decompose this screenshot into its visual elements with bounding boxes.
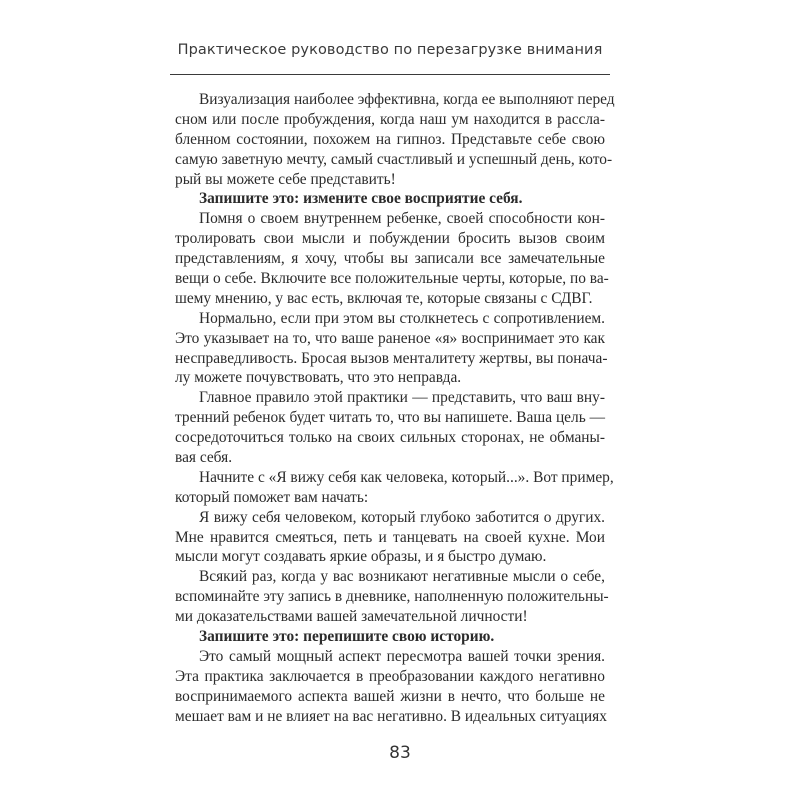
text-line: самую заветную мечту, самый счастливый и успешный день, кото- (175, 150, 613, 168)
text-line: воспринимаемого аспекта вашей жизни в нечто, что больше не (175, 687, 605, 705)
paragraph (175, 309, 608, 389)
text-line: Начните с «Я вижу себя как человека, который...». Вот пример, (199, 468, 614, 486)
text-line: рый вы можете себе представить! (175, 170, 396, 188)
text-line: сосредоточиться только на своих сильных сторонах, не обманы- (175, 429, 605, 447)
section-heading (175, 627, 605, 647)
header-rule (170, 74, 610, 75)
text-line: мысли могут создавать яркие образы, и я быстро думаю. (175, 548, 547, 566)
text-line: Нормально, если при этом вы столкнетесь с сопротивлением. (199, 309, 605, 327)
paragraph (175, 388, 605, 468)
text-line: представлениям, я хочу, чтобы вы записали все замечательные (175, 250, 605, 268)
paragraph (175, 468, 614, 508)
text-line: мешает вам и не влияет на вас негативно. В идеальных ситуациях (175, 707, 607, 725)
body-text (175, 90, 615, 727)
text-line: вая себя. (175, 449, 233, 467)
page-number: 83 (389, 743, 411, 763)
text-line: который поможет вам начать: (175, 488, 369, 506)
text-line: шему мнению, у вас есть, включая те, которые связаны с СДВГ. (175, 289, 593, 307)
text-line: Помня о своем внутреннем ребенке, своей способности кон- (199, 210, 605, 228)
heading-line: Запишите это: перепишите свою историю. (199, 628, 495, 646)
text-line: вспоминайте эту запись в дневнике, наполненную положительны- (175, 588, 609, 606)
text-line: Визуализация наиболее эффективна, когда ее выполняют перед (199, 91, 615, 108)
text-line: Мне нравится смеяться, петь и танцевать на своей кухне. Мои (175, 528, 605, 546)
text-line: сном или после пробуждения, когда наш ум находится в рассла- (175, 110, 605, 128)
text-line: лу можете почувствовать, что это неправда. (175, 369, 462, 387)
text-line: тролировать свои мысли и побуждении бросить вызов своим (175, 230, 605, 248)
heading-line: Запишите это: измените свое восприятие себя. (199, 190, 523, 208)
running-head: Практическое руководство по перезагрузке внимания (177, 42, 603, 58)
text-line: Это самый мощный аспект пересмотра вашей точки зрения. (199, 647, 605, 665)
text-line: тренний ребенок будет читать то, что вы напишете. Ваша цель — (175, 409, 605, 427)
text-line: Это указывает на то, что ваше раненое «я» воспринимает это как (175, 329, 605, 347)
section-heading (175, 189, 605, 209)
text-line: ми доказательствами вашей замечательной личности! (175, 608, 528, 626)
paragraph (175, 90, 615, 189)
paragraph (175, 567, 609, 627)
text-line: несправедливость. Бросая вызов менталитету жертвы, вы понача- (175, 349, 608, 367)
paragraph (175, 508, 605, 568)
paragraph (175, 209, 609, 308)
paragraph (175, 647, 605, 727)
text-line: Эта практика заключается в преобразовании каждого негативно (175, 667, 605, 685)
text-line: Я вижу себя человеком, который глубоко заботится о других. (199, 508, 605, 526)
text-line: Главное правило этой практики — представить, что ваш вну- (199, 389, 605, 407)
text-line: бленном состоянии, похожем на гипноз. Представьте себе свою (175, 130, 605, 148)
text-line: вещи о себе. Включите все положительные черты, которые, по ва- (175, 270, 609, 288)
text-line: Всякий раз, когда у вас возникают негативные мысли о себе, (199, 568, 605, 586)
